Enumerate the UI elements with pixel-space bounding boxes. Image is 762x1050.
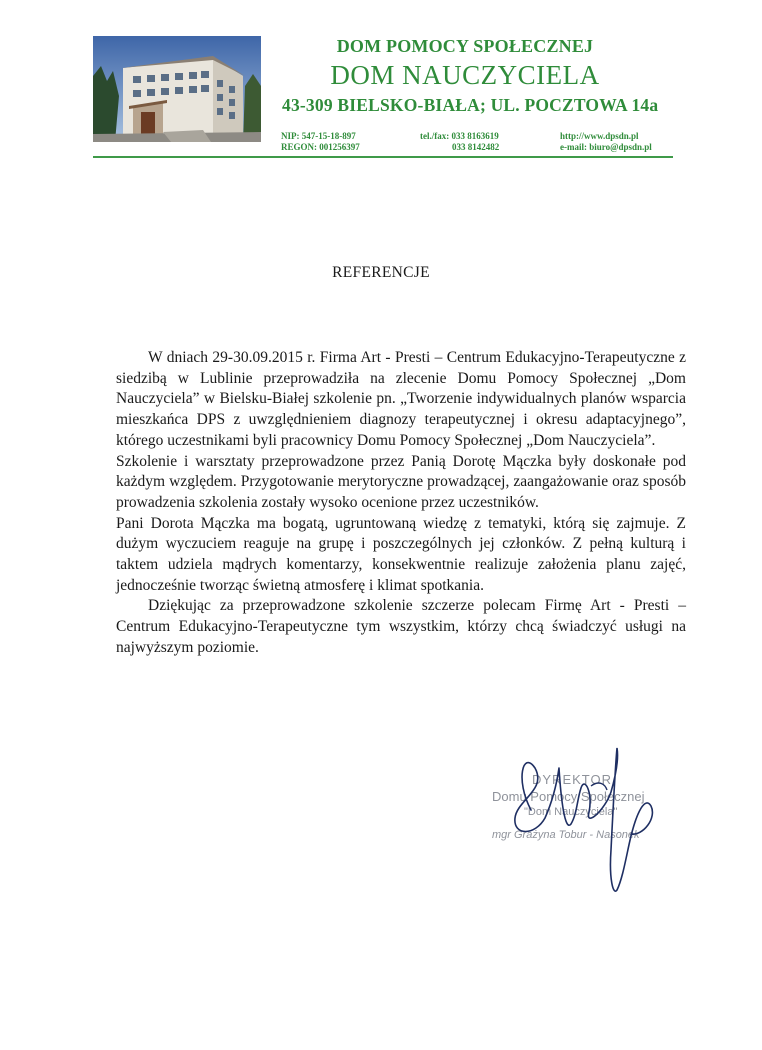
phone-fax: tel./fax: 033 8163619 (420, 131, 499, 141)
registration-numbers (281, 131, 360, 152)
paragraph-4: Dziękując za przeprowadzone szkolenie szczerze polecam Firmę Art - Presti – Centrum Edukacyjno-Terapeutyczne tym wszystkim, którzy chcą świadczyć usługi na najwyższym poziomie. (116, 597, 686, 656)
paragraph-3: Pani Dorota Mączka ma bogatą, ugruntowaną wiedzę z tematyki, którą się zajmuje. Z dużym wyczuciem reaguje na grupę i poszczególnych jej członków. Z pełną kulturą i taktem udziela mądrych komentarzy, konsekwentnie realizuje założenia planu zajęć, jednocześnie tworząc świetną atmosferę i klimat spotkania. (116, 514, 686, 594)
stamp-title: DYREKTOR (532, 772, 612, 787)
stamp-institution-name: "Dom Nauczyciela" (524, 806, 618, 818)
handwritten-signature (495, 740, 685, 900)
email-link[interactable]: e-mail: biuro@dpsdn.pl (560, 141, 652, 152)
phone-numbers (420, 131, 499, 152)
stamp-institution: Domu Pomocy Społecznej (492, 789, 645, 804)
stamp-person: mgr Grażyna Tobur - Nasonek (492, 829, 640, 841)
website-link[interactable]: http://www.dpsdn.pl (560, 131, 639, 141)
nip-number: NIP: 547-15-18-897 (281, 131, 356, 141)
building-photo (93, 36, 261, 142)
letterhead-divider (93, 156, 673, 158)
web-contact (560, 131, 652, 152)
org-address: 43-309 BIELSKO-BIAŁA; UL. POCZTOWA 14a (282, 95, 659, 115)
org-name-line1: DOM POMOCY SPOŁECZNEJ (336, 36, 594, 56)
phone-second: 033 8142482 (452, 141, 500, 152)
document-title: REFERENCJE (332, 264, 430, 281)
regon-number: REGON: 001256397 (281, 141, 360, 152)
letter-body (116, 348, 686, 659)
org-name-line2: DOM NAUCZYCIELA (330, 60, 600, 90)
paragraph-1: W dniach 29-30.09.2015 r. Firma Art - Presti – Centrum Edukacyjno-Terapeutyczne z siedzibą w Lublinie przeprowadziła na zlecenie Domu Pomocy Społecznej „Dom Nauczyciela” w Bielsku-Białej szkolenie pn. „Tworzenie indywidualnych planów wsparcia mieszkańca DPS z uwzględnieniem diagnozy terapeutycznej i okresu adaptacyjnego”, którego uczestnikami byli pracownicy Domu Pomocy Społecznej „Dom Nauczyciela”. (116, 349, 686, 449)
paragraph-2: Szkolenie i warsztaty przeprowadzone przez Panią Dorotę Mączka były doskonałe pod każdym względem. Przygotowanie merytoryczne prowadzącej, zaangażowanie oraz sposób prowadzenia szkolenia zostały wysoko ocenione przez uczestników. (116, 452, 686, 511)
